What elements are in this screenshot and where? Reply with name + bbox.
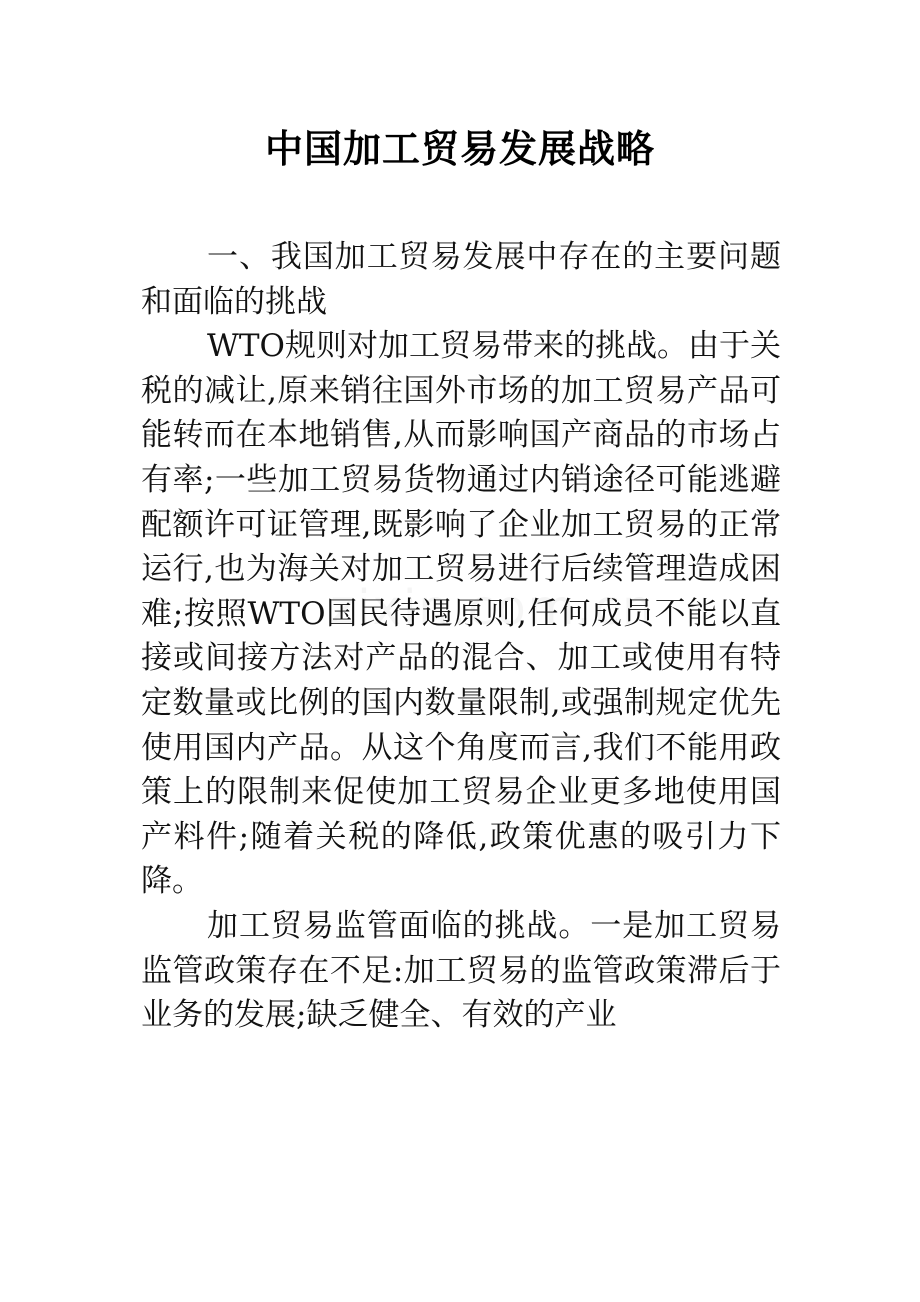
paragraph-wto-challenge: WTO规则对加工贸易带来的挑战。由于关税的减让,原来销往国外市场的加工贸易产品可能转而在本地销售,从而影响国产商品的市场占有率;一些加工贸易货物通过内销途径可能逃避配额许可证管理,既影响了企业加工贸易的正常运行,也为海关对加工贸易进行后续管理造成困难;按照WTO国民待遇原则,任何成员不能以直接或间接方法对产品的混合、加工或使用有特定数量或比例的国内数量限制,或强制规定优先使用国内产品。从这个角度而言,我们不能用政策上的限制来促使加工贸易企业更多地使用国产料件;随着关税的降低,政策优惠的吸引力下降。	[141, 328, 781, 900]
document-body	[141, 235, 781, 1038]
paragraph-supervision-challenge: 加工贸易监管面临的挑战。一是加工贸易监管政策存在不足:加工贸易的监管政策滞后于业务的发展;缺乏健全、有效的产业	[141, 907, 781, 1034]
section-heading: 一、我国加工贸易发展中存在的主要问题和面临的挑战	[141, 239, 781, 320]
document-title: 中国加工贸易发展战略	[264, 126, 655, 171]
